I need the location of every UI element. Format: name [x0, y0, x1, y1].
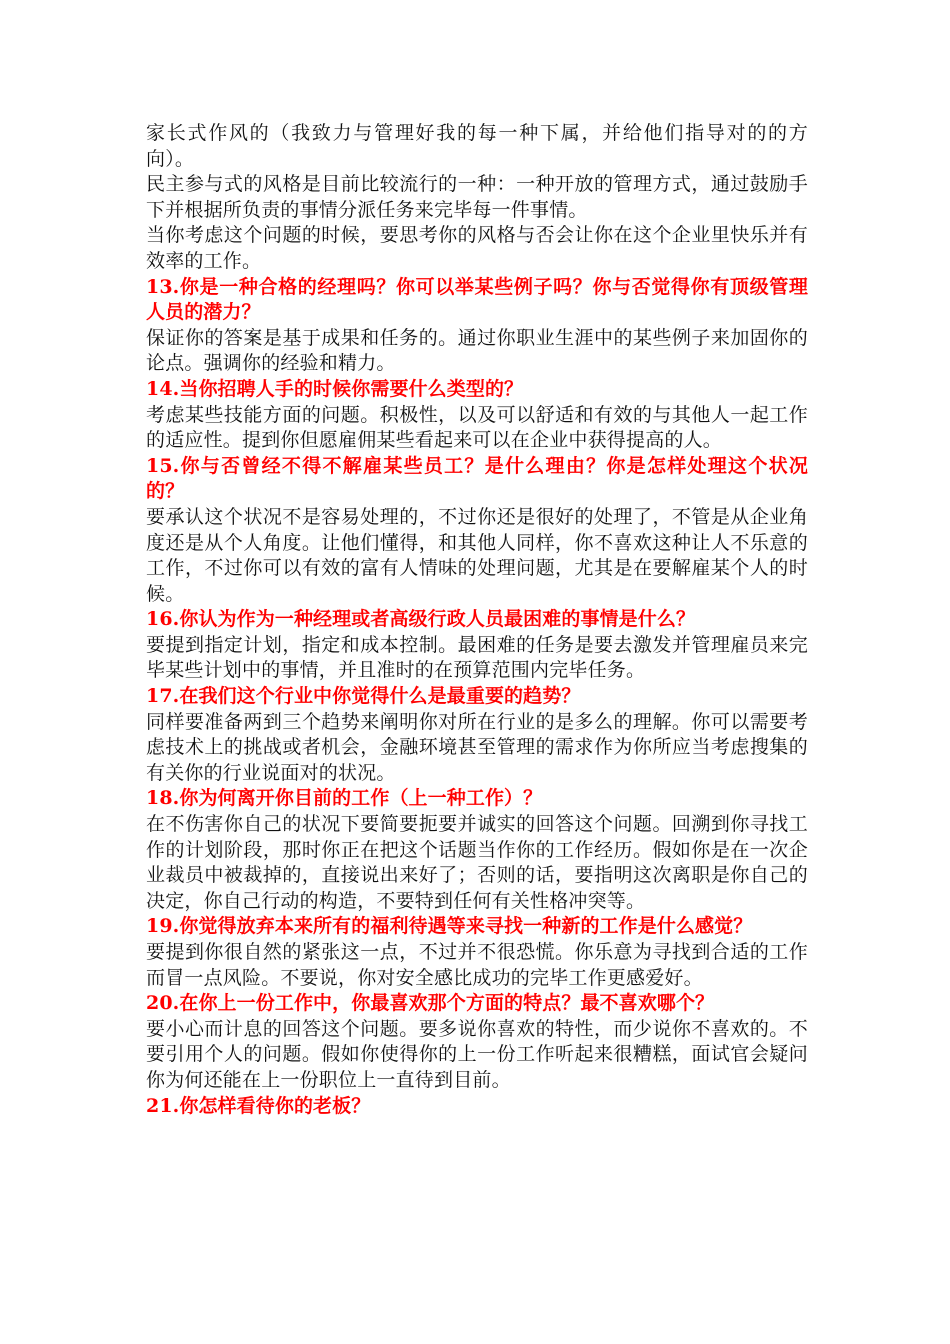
paragraph: 要提到你很自然的紧张这一点，不过并不很恐慌。你乐意为寻找到合适的工作而冒一点风险。不要说，你对安全感比成功的完毕工作更感爱好。: [146, 941, 808, 989]
question-heading: 19.你觉得放弃本来所有的福利待遇等来寻找一种新的工作是什么感觉？: [146, 915, 753, 938]
paragraph: 家长式作风的（我致力与管理好我的每一种下属，并给他们指导对的的方向）。: [146, 122, 808, 170]
question-heading: 14.当你招聘人手的时候你需要什么类型的？: [146, 377, 524, 400]
document-page: [146, 121, 808, 1119]
paragraph: 同样要准备两到三个趋势来阐明你对所在行业的是多么的理解。你可以需要考虑技术上的挑战或者机会，金融环境甚至管理的需求作为你所应当考虑搜集的有关你的行业说面对的状况。: [146, 710, 808, 784]
question-heading: 18.你为何离开你目前的工作（上一种工作）？: [146, 787, 543, 810]
question-heading: 15.你与否曾经不得不解雇某些员工？是什么理由？你是怎样处理这个状况的？: [146, 454, 808, 503]
paragraph: 要承认这个状况不是容易处理的，不过你还是很好的处理了，不管是从企业角度还是从个人角度。让他们懂得，和其他人同样，你不喜欢这种让人不乐意的工作，不过你可以有效的富有人情味的处理问题，尤其是在要解雇某个人的时候。: [146, 505, 808, 605]
question-heading: 13.你是一种合格的经理吗？你可以举某些例子吗？你与否觉得你有顶级管理人员的潜力？: [146, 275, 808, 324]
paragraph: 当你考虑这个问题的时候，要思考你的风格与否会让你在这个企业里快乐并有效率的工作。: [146, 224, 808, 272]
question-heading: 17.在我们这个行业中你觉得什么是最重要的趋势？: [146, 685, 581, 708]
paragraph: 要小心而计息的回答这个问题。要多说你喜欢的特性，而少说你不喜欢的。不要引用个人的问题。假如你使得你的上一份工作听起来很糟糕，面试官会疑问你为何还能在上一份职位上一直待到目前。: [146, 1017, 808, 1091]
question-heading: 16.你认为作为一种经理或者高级行政人员最困难的事情是什么？: [146, 608, 696, 631]
paragraph: 保证你的答案是基于成果和任务的。通过你职业生涯中的某些例子来加固你的论点。强调你的经验和精力。: [146, 326, 808, 375]
paragraph: 民主参与式的风格是目前比较流行的一种：一种开放的管理方式，通过鼓励手下并根据所负责的事情分派任务来完毕每一件事情。: [146, 173, 808, 221]
paragraph: 要提到指定计划，指定和成本控制。最困难的任务是要去激发并管理雇员来完毕某些计划中的事情，并且准时的在预算范围内完毕任务。: [146, 633, 808, 682]
question-heading: 20.在你上一份工作中，你最喜欢那个方面的特点？最不喜欢哪个？: [146, 992, 715, 1015]
paragraph: 在不伤害你自己的状况下要简要扼要并诚实的回答这个问题。回溯到你寻找工作的计划阶段，那时你正在把这个话题当作你的工作经历。假如你是在一次企业裁员中被裁掉的，直接说出来好了；否则的话，要指明这次离职是你自己的决定，你自己行动的构造，不要特到任何有关性格冲突等。: [146, 813, 808, 912]
paragraph: 考虑某些技能方面的问题。积极性，以及可以舒适和有效的与其他人一起工作的适应性。提到你但愿雇佣某些看起来可以在企业中获得提高的人。: [146, 403, 808, 452]
question-heading: 21.你怎样看待你的老板？: [146, 1094, 371, 1117]
